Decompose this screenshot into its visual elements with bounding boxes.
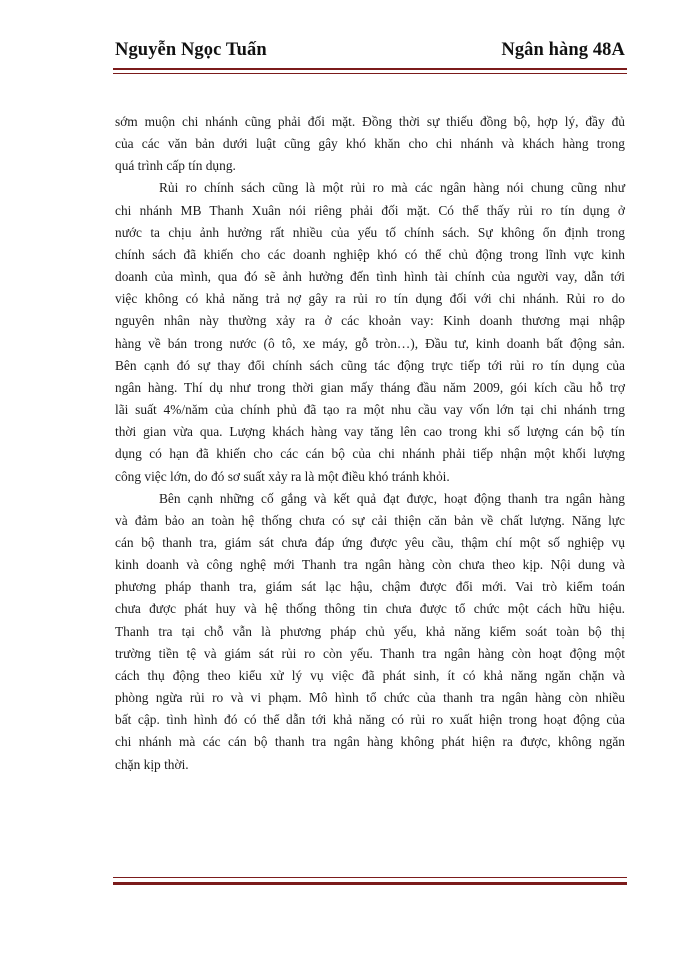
text-line: cách thụ động theo kiểu xử lý vụ việc đã phát sinh, ít có khả năng ngăn chặn và	[115, 667, 625, 683]
text-line: Thanh tra tại chỗ vẫn là phương pháp chủ yếu, khả năng kiểm soát toàn bộ thị	[115, 623, 625, 639]
text-line: nguyên nhân này thường xảy ra ở các khoản vay: Kinh doanh thương mại nhập	[115, 313, 625, 329]
text-line: và đảm bảo an toàn hệ thống chưa có sự cải thiện căn bản về chất lượng. Năng lực	[115, 512, 625, 528]
header-author: Nguyễn Ngọc Tuấn	[115, 40, 267, 60]
text-line: phương pháp thanh tra, giám sát lạc hậu, chậm được đổi mới. Vai trò kiểm toán	[115, 579, 625, 595]
text-line: thời gian vừa qua. Lượng khách hàng vay tăng lên cao trong khi số lượng cán bộ tín	[115, 424, 625, 440]
text-line: nước ta chịu ảnh hưởng rất nhiều của yếu tố chính sách. Sự không ổn định trong	[115, 224, 625, 240]
text-line: của các văn bản dưới luật cũng gây khó khăn cho chi nhánh và khách hàng trong	[115, 136, 625, 152]
text-line: chặn kịp thời.	[115, 756, 189, 772]
text-line: doanh của mình, qua đó sẽ ảnh hưởng đến tình hình tài chính của người vay, dẫn tới	[115, 269, 625, 285]
text-line: ngân hàng. Thí dụ như trong thời gian mấy tháng đầu năm 2009, gói kích cầu hỗ trợ	[115, 379, 625, 395]
document-body	[115, 111, 625, 776]
text-line: hàng về bán trong nước (ô tô, xe máy, gỗ tròn…), Đầu tư, kinh doanh bất động sản.	[115, 335, 625, 351]
text-line: lãi suất 4%/năm của chính phủ đã tạo ra một nhu cầu vay vốn lớn tại chi nhánh trng	[115, 402, 625, 418]
text-line: cán bộ thanh tra, giám sát chưa đáp ứng được yêu cầu, thậm chí một số nghiệp vụ	[115, 534, 625, 550]
text-line: Bên cạnh những cố gắng và kết quả đạt được, hoạt động thanh tra ngân hàng	[159, 490, 625, 506]
text-line: dụng có hạn đã khiến cho các cán bộ của chi nhánh phải tiếp nhận một khối lượng	[115, 446, 625, 462]
header-rule	[113, 68, 627, 74]
paragraph	[115, 488, 625, 776]
text-line: Rủi ro chính sách cũng là một rủi ro mà các ngân hàng nói chung cũng như	[159, 180, 625, 196]
text-line: chi nhánh MB Thanh Xuân nói riêng phải đối mặt. Có thể thấy rủi ro tín dụng ở	[115, 202, 625, 218]
text-line: chính sách đã khiến cho các doanh nghiệp khó có thể chủ động trong lĩnh vực kinh	[115, 246, 625, 262]
text-line: chi nhánh mà các cán bộ thanh tra ngân hàng không phát hiện ra được, không ngăn	[115, 734, 625, 750]
text-line: việc không có khả năng trả nợ gây ra rủi ro tín dụng đối với chi nhánh. Rủi ro do	[115, 291, 625, 307]
paragraph	[115, 111, 625, 177]
paragraph	[115, 177, 625, 487]
text-line: công việc lớn, do đó sơ suất xảy ra là một điều khó tránh khỏi.	[115, 468, 450, 484]
page-header	[113, 40, 627, 68]
text-line: trường tiền tệ và giám sát rủi ro còn yếu. Thanh tra ngân hàng còn hoạt động một	[115, 645, 625, 661]
text-line: kinh doanh và công nghệ mới Thanh tra ngân hàng còn chưa theo kịp. Nội dung và	[115, 557, 625, 573]
text-line: bất cập. tình hình đó có thể dẫn tới khả năng có rủi ro xuất hiện trong hoạt động của	[115, 712, 625, 728]
footer-rule	[113, 877, 627, 885]
text-line: quá trình cấp tín dụng.	[115, 158, 236, 174]
text-line: Bên cạnh đó sự thay đổi chính sách cũng tác động trực tiếp tới rủi ro tín dụng của	[115, 357, 625, 373]
text-line: phòng ngừa rủi ro và vi phạm. Mô hình tổ chức của thanh tra ngân hàng còn nhiều	[115, 690, 625, 706]
text-line: chưa được phát huy và hệ thống thông tin chưa được tổ chức một cách hữu hiệu.	[115, 601, 625, 617]
header-course: Ngân hàng 48A	[501, 40, 625, 60]
text-line: sớm muộn chi nhánh cũng phải đối mặt. Đồng thời sự thiếu đồng bộ, hợp lý, đầy đủ	[115, 114, 625, 129]
